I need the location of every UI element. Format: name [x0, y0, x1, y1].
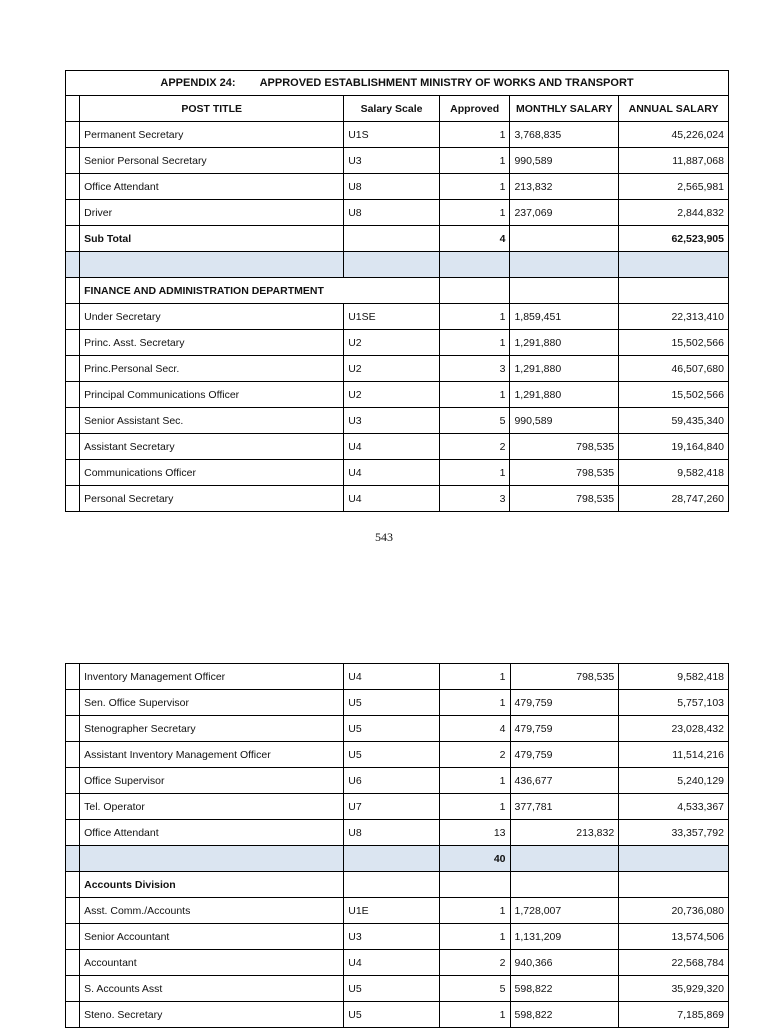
blank-cell — [66, 846, 80, 872]
salary-scale-cell: U8 — [344, 200, 440, 226]
blank-cell — [66, 122, 80, 148]
salary-scale-cell: U2 — [344, 356, 440, 382]
table-row — [66, 330, 729, 356]
approved-cell: 2 — [439, 434, 510, 460]
approved-cell: 1 — [439, 330, 510, 356]
blank-cell — [344, 226, 440, 252]
post-title-cell: Princ.Personal Secr. — [80, 356, 344, 382]
approved-cell: 1 — [439, 122, 510, 148]
section-heading: Accounts Division — [80, 872, 344, 898]
monthly-salary-cell: 598,822 — [510, 976, 619, 1002]
approved-cell: 1 — [439, 768, 510, 794]
blank-cell — [66, 226, 80, 252]
salary-scale-cell: U7 — [344, 794, 440, 820]
appendix-heading: APPROVED ESTABLISHMENT MINISTRY OF WORKS AND TRANSPORT — [259, 77, 634, 89]
salary-scale-cell: U4 — [344, 434, 440, 460]
annual-salary-cell: 9,582,418 — [619, 664, 729, 690]
table-row — [66, 742, 729, 768]
annual-salary-cell: 20,736,080 — [619, 898, 729, 924]
approved-cell: 1 — [439, 1002, 510, 1028]
approved-cell: 1 — [439, 304, 510, 330]
blank-cell — [66, 716, 80, 742]
post-title-cell: Office Supervisor — [80, 768, 344, 794]
blank-cell — [66, 148, 80, 174]
salary-scale-cell: U3 — [344, 148, 440, 174]
subtotal-approved: 4 — [439, 226, 510, 252]
blank-cell — [510, 846, 619, 872]
monthly-salary-cell: 990,589 — [510, 408, 619, 434]
monthly-salary-cell: 1,859,451 — [510, 304, 619, 330]
table-row — [66, 408, 729, 434]
blank-cell — [66, 768, 80, 794]
blank-cell — [439, 872, 510, 898]
table-row — [66, 794, 729, 820]
blank-cell — [80, 846, 344, 872]
salary-scale-cell: U1SE — [344, 304, 440, 330]
table-row — [66, 304, 729, 330]
approved-cell: 3 — [439, 486, 510, 512]
post-title-cell: Tel. Operator — [80, 794, 344, 820]
post-title-cell: Under Secretary — [80, 304, 344, 330]
blank-cell — [66, 898, 80, 924]
annual-salary-cell: 4,533,367 — [619, 794, 729, 820]
monthly-salary-cell: 990,589 — [510, 148, 619, 174]
salary-scale-cell: U5 — [344, 976, 440, 1002]
blank-cell — [66, 304, 80, 330]
table-row — [66, 486, 729, 512]
salary-scale-cell: U5 — [344, 742, 440, 768]
table-row — [66, 382, 729, 408]
table-row — [66, 174, 729, 200]
salary-scale-cell: U3 — [344, 408, 440, 434]
monthly-salary-cell: 940,366 — [510, 950, 619, 976]
monthly-salary-cell: 798,535 — [510, 664, 619, 690]
approved-cell: 4 — [439, 716, 510, 742]
appendix-title — [66, 71, 729, 96]
approved-cell: 13 — [439, 820, 510, 846]
blank-cell — [66, 872, 80, 898]
post-title-cell: Communications Officer — [80, 460, 344, 486]
approved-cell: 1 — [439, 924, 510, 950]
header-annual-salary: ANNUAL SALARY — [619, 96, 729, 122]
annual-salary-cell: 35,929,320 — [619, 976, 729, 1002]
annual-salary-cell: 5,757,103 — [619, 690, 729, 716]
approved-cell: 1 — [439, 460, 510, 486]
blank-cell — [66, 486, 80, 512]
header-approved: Approved — [439, 96, 510, 122]
approved-cell: 1 — [439, 174, 510, 200]
blank-cell — [66, 664, 80, 690]
annual-salary-cell: 22,313,410 — [619, 304, 729, 330]
blank-cell — [66, 200, 80, 226]
post-title-cell: Senior Personal Secretary — [80, 148, 344, 174]
monthly-salary-cell: 479,759 — [510, 690, 619, 716]
salary-scale-cell: U6 — [344, 768, 440, 794]
monthly-salary-cell: 479,759 — [510, 742, 619, 768]
annual-salary-cell: 2,844,832 — [619, 200, 729, 226]
appendix-title-row — [66, 71, 729, 96]
salary-scale-cell: U5 — [344, 1002, 440, 1028]
table-row — [66, 356, 729, 382]
post-title-cell: Assistant Inventory Management Officer — [80, 742, 344, 768]
subtotal-label: Sub Total — [80, 226, 344, 252]
post-title-cell: Personal Secretary — [80, 486, 344, 512]
header-post-title: POST TITLE — [80, 96, 344, 122]
post-title-cell: Principal Communications Officer — [80, 382, 344, 408]
section-heading-row — [66, 278, 729, 304]
table-row — [66, 434, 729, 460]
table-row — [66, 690, 729, 716]
salary-scale-cell: U8 — [344, 820, 440, 846]
blank-cell — [619, 872, 729, 898]
blank-cell — [66, 382, 80, 408]
blank-cell — [510, 278, 619, 304]
salary-scale-cell: U1E — [344, 898, 440, 924]
annual-salary-cell: 23,028,432 — [619, 716, 729, 742]
post-title-cell: Office Attendant — [80, 820, 344, 846]
post-title-cell: Office Attendant — [80, 174, 344, 200]
approved-cell: 3 — [439, 356, 510, 382]
monthly-salary-cell: 798,535 — [510, 460, 619, 486]
blank-cell — [66, 924, 80, 950]
subtotal-approved: 40 — [439, 846, 510, 872]
approved-cell: 2 — [439, 950, 510, 976]
monthly-salary-cell: 1,291,880 — [510, 356, 619, 382]
monthly-salary-cell: 237,069 — [510, 200, 619, 226]
table-row — [66, 148, 729, 174]
annual-salary-cell: 28,747,260 — [619, 486, 729, 512]
subtotal-annual: 62,523,905 — [619, 226, 729, 252]
blank-cell — [66, 408, 80, 434]
annual-salary-cell: 59,435,340 — [619, 408, 729, 434]
table-row — [66, 460, 729, 486]
blank-cell — [510, 226, 619, 252]
approved-cell: 1 — [439, 794, 510, 820]
blank-cell — [66, 976, 80, 1002]
blank-cell — [510, 872, 619, 898]
approved-cell: 1 — [439, 200, 510, 226]
blank-cell — [66, 460, 80, 486]
salary-scale-cell: U4 — [344, 486, 440, 512]
post-title-cell: S. Accounts Asst — [80, 976, 344, 1002]
blank-cell — [66, 356, 80, 382]
salary-scale-cell: U8 — [344, 174, 440, 200]
approved-cell: 5 — [439, 408, 510, 434]
approved-cell: 2 — [439, 742, 510, 768]
salary-scale-cell: U1S — [344, 122, 440, 148]
monthly-salary-cell: 436,677 — [510, 768, 619, 794]
salary-scale-cell: U4 — [344, 950, 440, 976]
approved-cell: 1 — [439, 664, 510, 690]
annual-salary-cell: 22,568,784 — [619, 950, 729, 976]
shaded-spacer-row — [66, 252, 729, 278]
post-title-cell: Accountant — [80, 950, 344, 976]
post-title-cell: Senior Assistant Sec. — [80, 408, 344, 434]
table-row — [66, 716, 729, 742]
blank-cell — [66, 174, 80, 200]
appendix-label: APPENDIX 24: — [160, 77, 236, 89]
blank-cell — [439, 278, 510, 304]
blank-cell — [66, 820, 80, 846]
blank-cell — [66, 434, 80, 460]
salary-scale-cell: U4 — [344, 460, 440, 486]
salary-scale-cell: U5 — [344, 716, 440, 742]
post-title-cell: Stenographer Secretary — [80, 716, 344, 742]
blank-cell — [66, 794, 80, 820]
table-row — [66, 664, 729, 690]
blank-cell — [66, 742, 80, 768]
blank-cell — [66, 96, 80, 122]
monthly-salary-cell: 798,535 — [510, 486, 619, 512]
post-title-cell: Steno. Secretary — [80, 1002, 344, 1028]
approved-cell: 1 — [439, 690, 510, 716]
monthly-salary-cell: 598,822 — [510, 1002, 619, 1028]
table-row — [66, 200, 729, 226]
monthly-salary-cell: 213,832 — [510, 174, 619, 200]
post-title-cell: Sen. Office Supervisor — [80, 690, 344, 716]
blank-cell — [344, 846, 440, 872]
approved-cell: 5 — [439, 976, 510, 1002]
table-row — [66, 898, 729, 924]
section-heading: FINANCE AND ADMINISTRATION DEPARTMENT — [80, 278, 440, 304]
annual-salary-cell: 33,357,792 — [619, 820, 729, 846]
annual-salary-cell: 11,887,068 — [619, 148, 729, 174]
salary-scale-cell: U2 — [344, 330, 440, 356]
salary-scale-cell: U5 — [344, 690, 440, 716]
post-title-cell: Inventory Management Officer — [80, 664, 344, 690]
annual-salary-cell: 45,226,024 — [619, 122, 729, 148]
post-title-cell: Driver — [80, 200, 344, 226]
annual-salary-cell: 46,507,680 — [619, 356, 729, 382]
salary-scale-cell: U4 — [344, 664, 440, 690]
table-row — [66, 976, 729, 1002]
section-heading-row — [66, 872, 729, 898]
post-title-cell: Assistant Secretary — [80, 434, 344, 460]
annual-salary-cell: 2,565,981 — [619, 174, 729, 200]
header-salary-scale: Salary Scale — [344, 96, 440, 122]
approved-cell: 1 — [439, 382, 510, 408]
blank-cell — [344, 872, 440, 898]
column-header-row — [66, 96, 729, 122]
approved-cell: 1 — [439, 148, 510, 174]
table-row — [66, 122, 729, 148]
annual-salary-cell: 19,164,840 — [619, 434, 729, 460]
approved-cell: 1 — [439, 898, 510, 924]
monthly-salary-cell: 1,291,880 — [510, 382, 619, 408]
blank-cell — [66, 690, 80, 716]
subtotal-row — [66, 226, 729, 252]
post-title-cell: Permanent Secretary — [80, 122, 344, 148]
page-number: 543 — [375, 530, 393, 544]
monthly-salary-cell: 3,768,835 — [510, 122, 619, 148]
blank-cell — [66, 950, 80, 976]
header-monthly-salary: MONTHLY SALARY — [510, 96, 619, 122]
table-row — [66, 820, 729, 846]
monthly-salary-cell: 213,832 — [510, 820, 619, 846]
annual-salary-cell: 7,185,869 — [619, 1002, 729, 1028]
table-row — [66, 950, 729, 976]
blank-cell — [619, 278, 729, 304]
annual-salary-cell: 9,582,418 — [619, 460, 729, 486]
establishment-table-page-543 — [65, 70, 729, 512]
monthly-salary-cell: 1,131,209 — [510, 924, 619, 950]
monthly-salary-cell: 1,291,880 — [510, 330, 619, 356]
table-row — [66, 924, 729, 950]
monthly-salary-cell: 798,535 — [510, 434, 619, 460]
blank-cell — [619, 846, 729, 872]
salary-scale-cell: U3 — [344, 924, 440, 950]
post-title-cell: Senior Accountant — [80, 924, 344, 950]
monthly-salary-cell: 1,728,007 — [510, 898, 619, 924]
establishment-table-page-544 — [65, 663, 729, 1028]
annual-salary-cell: 13,574,506 — [619, 924, 729, 950]
annual-salary-cell: 5,240,129 — [619, 768, 729, 794]
blank-cell — [66, 330, 80, 356]
post-title-cell: Princ. Asst. Secretary — [80, 330, 344, 356]
monthly-salary-cell: 479,759 — [510, 716, 619, 742]
annual-salary-cell: 11,514,216 — [619, 742, 729, 768]
annual-salary-cell: 15,502,566 — [619, 382, 729, 408]
salary-scale-cell: U2 — [344, 382, 440, 408]
blank-cell — [66, 278, 80, 304]
table-row — [66, 768, 729, 794]
subtotal-row — [66, 846, 729, 872]
post-title-cell: Asst. Comm./Accounts — [80, 898, 344, 924]
annual-salary-cell: 15,502,566 — [619, 330, 729, 356]
monthly-salary-cell: 377,781 — [510, 794, 619, 820]
